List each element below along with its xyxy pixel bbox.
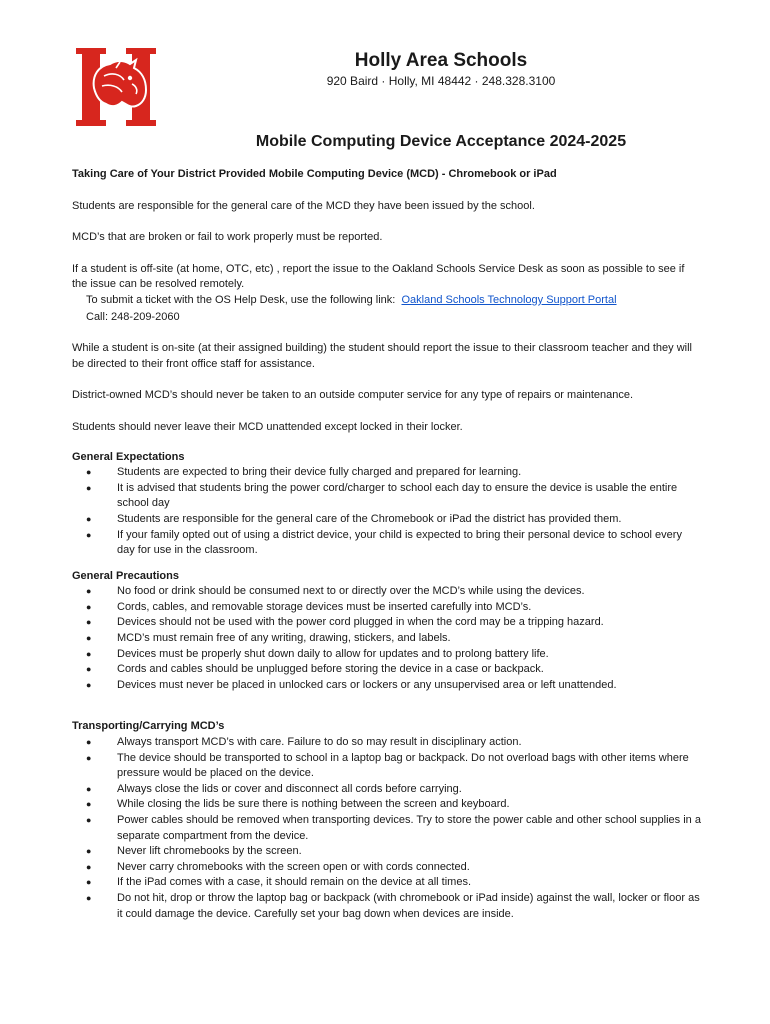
list-item: ● Always close the lids or cover and disconnect all cords before carrying. [72, 782, 702, 798]
section-heading: Transporting/Carrying MCD’s [72, 720, 225, 733]
list-item: ● Cords and cables should be unplugged before storing the device in a case or backpack. [72, 662, 702, 678]
list-item: ● Devices should not be used with the power cord plugged in when the cord may be a tripping hazard. [72, 615, 702, 631]
ticket-text: To submit a ticket with the OS Help Desk, use the following link: [86, 293, 396, 306]
support-portal-link[interactable]: Oakland Schools Technology Support Portal [401, 293, 617, 306]
list-item: ● Devices must never be placed in unlocked cars or lockers or any unsupervised area or left unattended. [72, 678, 702, 694]
list-item: ● If the iPad comes with a case, it should remain on the device at all times. [72, 875, 702, 891]
document-body [72, 167, 702, 938]
paragraph: District-owned MCD’s should never be taken to an outside computer service for any type of repairs or maintenance. [72, 389, 634, 402]
paragraph: Students are responsible for the general care of the MCD they have been issued by the school. [72, 199, 535, 212]
section-heading: General Precautions [72, 569, 179, 582]
list-item: ● Students are responsible for the general care of the Chromebook or iPad the district has provided them. [72, 512, 702, 528]
list-item: ● Do not hit, drop or throw the laptop bag or backpack (with chromebook or iPad inside) against the wall, locker or floor as it could damage the device. Carefully set your bag down when devices are inside. [72, 891, 702, 922]
list-item: ● Students are expected to bring their device fully charged and prepared for learning. [72, 465, 702, 481]
paragraph: Students should never leave their MCD unattended except locked in their locker. [72, 420, 463, 433]
intro-heading: Taking Care of Your District Provided Mobile Computing Device (MCD) - Chromebook or iPad [72, 168, 557, 180]
list-item: ● Never carry chromebooks with the screen open or with cords connected. [72, 860, 702, 876]
school-address: 920 Baird · Holly, MI 48442 · 248.328.3100 [326, 74, 556, 88]
precautions-list [72, 584, 702, 693]
list-item: ● The device should be transported to school in a laptop bag or backpack. Do not overload bags with other items where pressure would be placed on the device. [72, 751, 702, 782]
list-item: ● Never lift chromebooks by the screen. [72, 844, 702, 860]
list-item: ● Cords, cables, and removable storage devices must be inserted carefully into MCD’s. [72, 600, 702, 616]
support-ticket-line [72, 293, 702, 309]
school-name: Holly Area Schools [354, 50, 528, 71]
expectations-list [72, 465, 702, 559]
paragraph: MCD’s that are broken or fail to work properly must be reported. [72, 231, 383, 244]
support-phone: Call: 248-209-2060 [86, 310, 180, 323]
list-item: ● If your family opted out of using a district device, your child is expected to bring their personal device to school every day for use in the classroom. [72, 528, 702, 559]
section-heading: General Expectations [72, 450, 185, 463]
list-item: ● While closing the lids be sure there is nothing between the screen and keyboard. [72, 797, 702, 813]
transporting-list [72, 735, 702, 922]
list-item: ● Devices must be properly shut down daily to allow for updates and to prolong battery life. [72, 647, 702, 663]
list-item: ● MCD’s must remain free of any writing, drawing, stickers, and labels. [72, 631, 702, 647]
list-item: ● Power cables should be removed when transporting devices. Try to store the power cable and other school supplies in a separate compartment from the device. [72, 813, 702, 844]
document-title: Mobile Computing Device Acceptance 2024-2025 [255, 133, 627, 150]
list-item: ● No food or drink should be consumed next to or directly over the MCD’s while using the devices. [72, 584, 702, 600]
list-item: ● Always transport MCD’s with care. Failure to do so may result in disciplinary action. [72, 735, 702, 751]
paragraph: If a student is off-site (at home, OTC, etc) , report the issue to the Oakland Schools Service Desk as soon as possible to see if the issue can be resolved remotely. [72, 262, 685, 291]
paragraph: While a student is on-site (at their assigned building) the student should report the issue to their classroom teacher and they will be directed to their front office staff for assistance. [72, 342, 692, 370]
list-item: ● It is advised that students bring the power cord/charger to school each day to ensure the device is usable the entire school day [72, 481, 702, 512]
